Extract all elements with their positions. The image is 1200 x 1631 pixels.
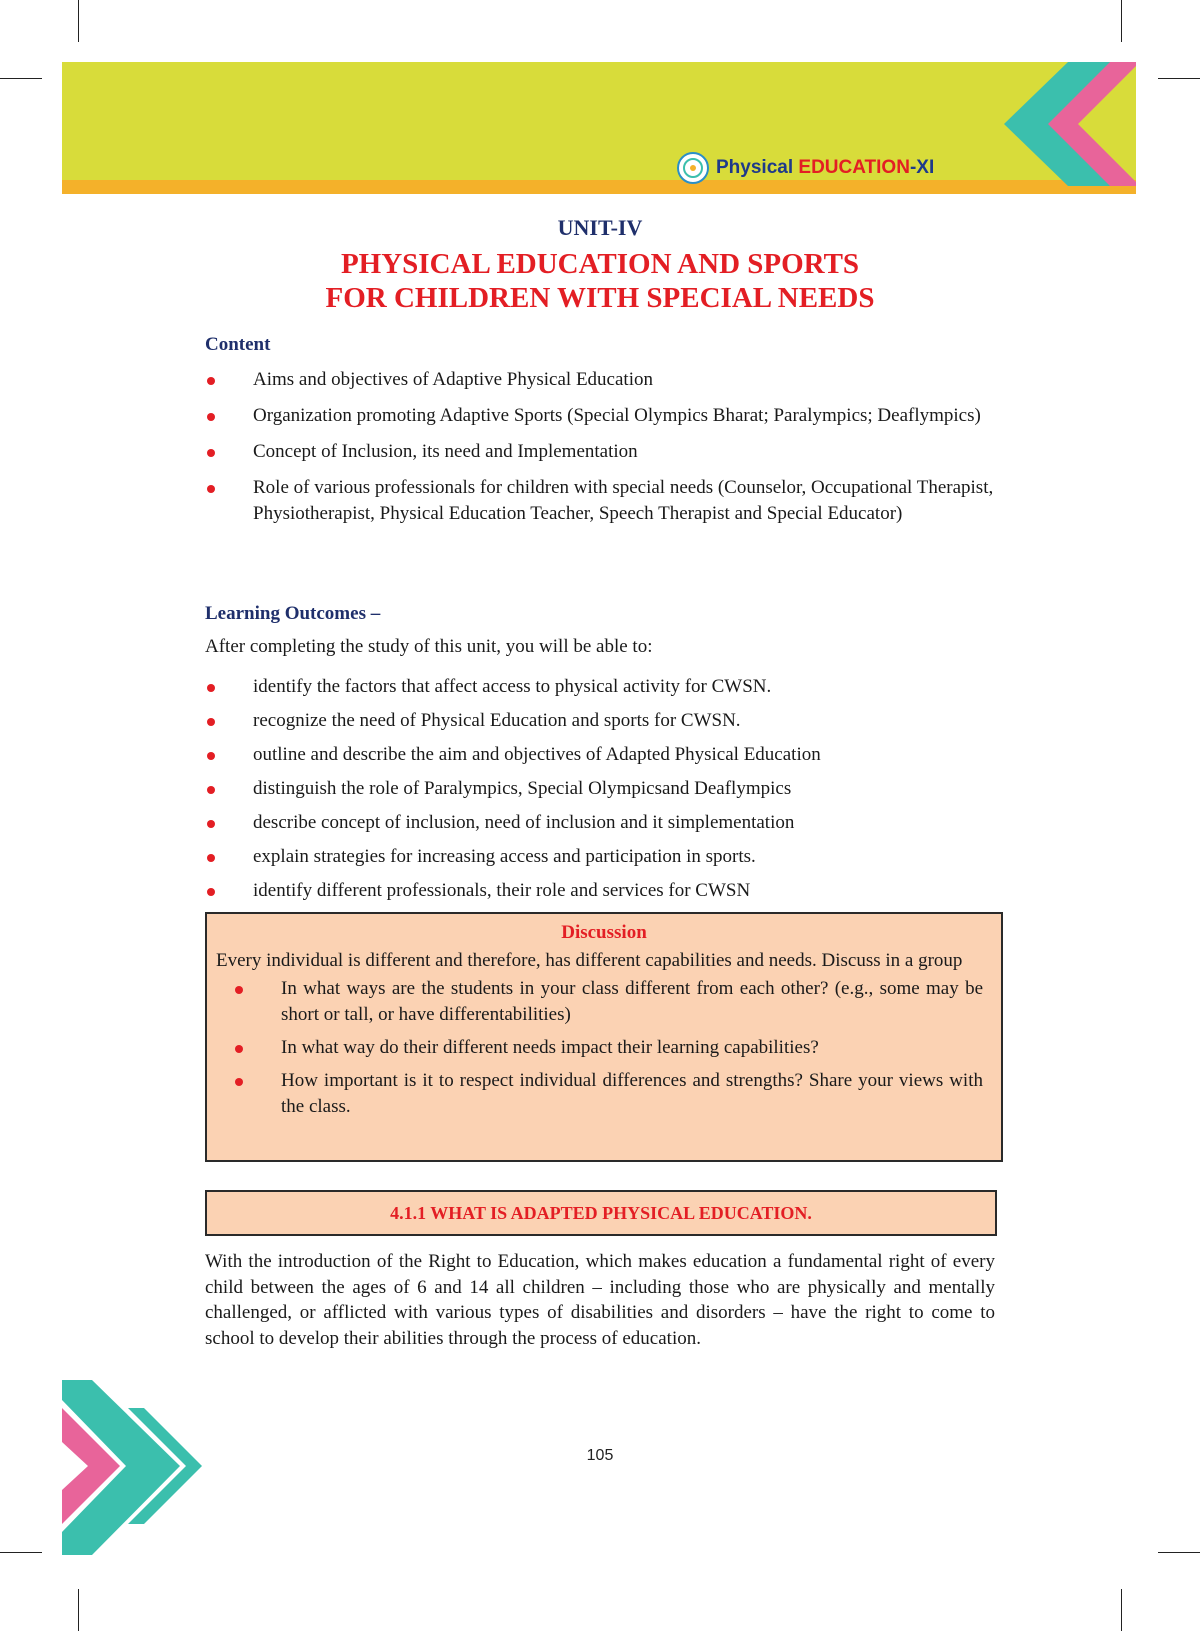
brand-header — [676, 150, 934, 186]
unit-label: UNIT-IV — [557, 215, 643, 240]
bullet-icon — [207, 684, 215, 692]
discussion-box — [205, 912, 1003, 1162]
crop-mark — [78, 0, 79, 42]
content-list — [205, 367, 995, 527]
section-title-box — [205, 1190, 997, 1236]
crop-mark — [1121, 0, 1122, 42]
chevron-decoration-icon — [62, 1380, 202, 1555]
list-item: Concept of Inclusion, its need and Implementation — [205, 439, 995, 465]
bullet-icon — [207, 752, 215, 760]
list-item: explain strategies for increasing access and participation in sports. — [205, 840, 1005, 874]
crop-mark — [1158, 1552, 1200, 1553]
bullet-icon — [207, 854, 215, 862]
bullet-icon — [207, 413, 215, 421]
bullet-icon — [207, 449, 215, 457]
bullet-icon — [235, 986, 243, 994]
bullet-icon — [207, 377, 215, 385]
crop-mark — [0, 78, 42, 79]
title-line: FOR CHILDREN WITH SPECIAL NEEDS — [325, 282, 875, 314]
bullet-icon — [207, 888, 215, 896]
list-item: identify different professionals, their role and services for CWSN — [205, 874, 1005, 908]
section-title: 4.1.1 WHAT IS ADAPTED PHYSICAL EDUCATION. — [390, 1203, 812, 1223]
page-title — [0, 247, 1200, 315]
bullet-icon — [207, 718, 215, 726]
list-item: How important is it to respect individual differences and strengths? Share your views with the class. — [233, 1068, 983, 1120]
list-item: identify the factors that affect access to physical activity for CWSN. — [205, 670, 1005, 704]
list-item: In what ways are the students in your class different from each other? (e.g., some may be short or tall, or have differentabilities) — [233, 976, 983, 1028]
list-item: outline and describe the aim and objectives of Adapted Physical Education — [205, 738, 1005, 772]
chevron-decoration-icon — [940, 62, 1136, 186]
brand-physical: Physical — [716, 157, 799, 178]
list-item: recognize the need of Physical Education and sports for CWSN. — [205, 704, 1005, 738]
cbse-logo-icon — [676, 151, 710, 185]
content-heading: Content — [205, 334, 271, 355]
brand-education: EDUCATION — [798, 157, 910, 178]
discussion-intro: Every individual is different and therefore, has different capabilities and needs. Discuss in a group — [216, 950, 963, 971]
discussion-list — [233, 976, 983, 1120]
bullet-icon — [207, 820, 215, 828]
list-item: Aims and objectives of Adaptive Physical Education — [205, 367, 995, 393]
bullet-icon — [235, 1078, 243, 1086]
crop-mark — [1158, 78, 1200, 79]
crop-mark — [0, 1552, 42, 1553]
learning-outcomes-intro: After completing the study of this unit, you will be able to: — [205, 636, 653, 657]
brand-class: -XI — [909, 157, 935, 178]
list-item: Organization promoting Adaptive Sports (Special Olympics Bharat; Paralympics; Deaflympics) — [205, 403, 995, 429]
bullet-icon — [207, 786, 215, 794]
outcomes-list — [205, 670, 1005, 908]
list-item: distinguish the role of Paralympics, Special Olympicsand Deaflympics — [205, 772, 1005, 806]
body-paragraph: With the introduction of the Right to Education, which makes education a fundamental right of every child between the ages of 6 and 14 all children – including those who are physically and mentally challenged, or afflicted with various types of disabilities and disorders – have the right to come to school to develop their abilities through the process of education. — [205, 1251, 995, 1349]
crop-mark — [78, 1589, 79, 1631]
list-item: Role of various professionals for children with special needs (Counselor, Occupational Therapist, Physiotherapist, Physical Education Teacher, Speech Therapist and Special Educator) — [205, 475, 995, 527]
bullet-icon — [235, 1045, 243, 1053]
title-line: PHYSICAL EDUCATION AND SPORTS — [340, 248, 860, 280]
page-number: 105 — [586, 1447, 614, 1464]
discussion-title: Discussion — [561, 922, 647, 943]
learning-outcomes-heading: Learning Outcomes – — [205, 603, 381, 624]
bullet-icon — [207, 485, 215, 493]
list-item: In what way do their different needs impact their learning capabilities? — [233, 1035, 983, 1061]
list-item: describe concept of inclusion, need of inclusion and it simplementation — [205, 806, 1005, 840]
crop-mark — [1121, 1589, 1122, 1631]
